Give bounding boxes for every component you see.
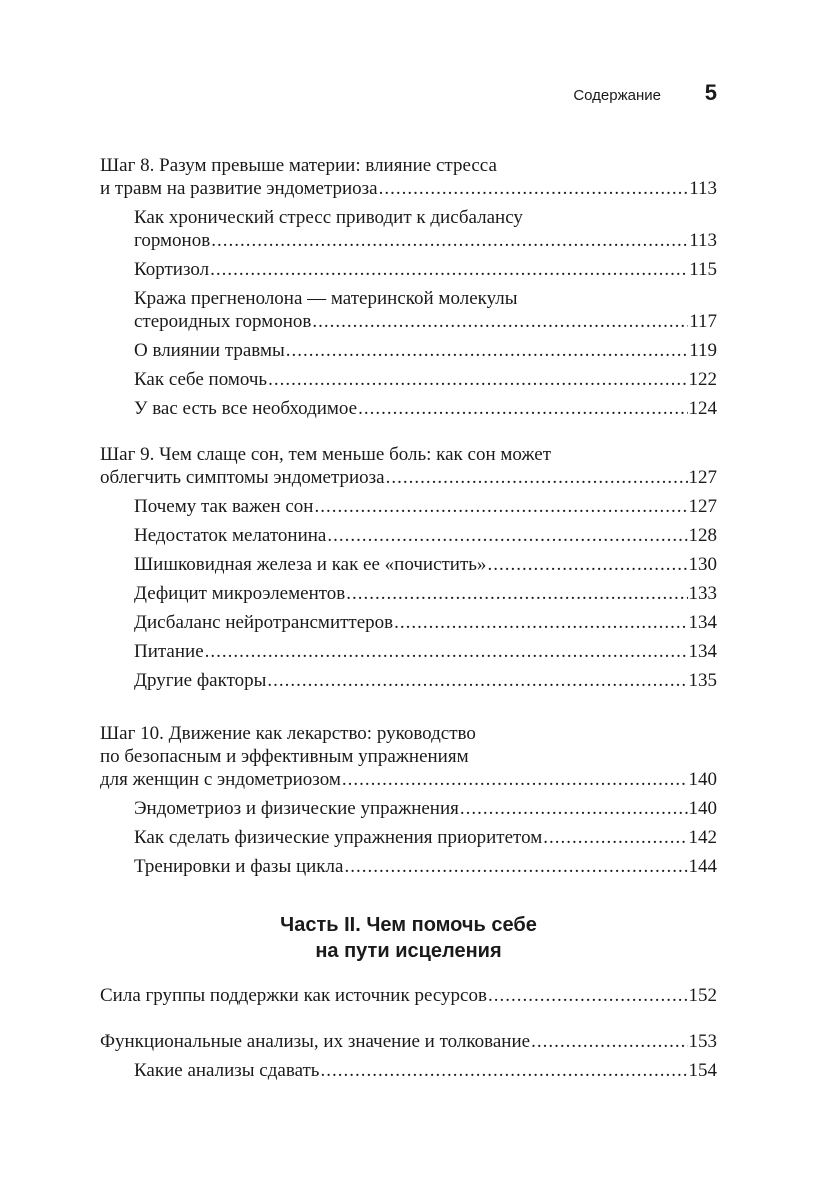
toc-subsection[interactable] bbox=[100, 855, 717, 878]
toc-page-number: 134 bbox=[688, 641, 717, 662]
toc-subsection-title-end: гормонов bbox=[134, 230, 211, 251]
toc-subsection-title: Тренировки и фазы цикла bbox=[134, 856, 344, 877]
toc-subsection[interactable] bbox=[100, 1059, 717, 1082]
leader-dots bbox=[327, 524, 687, 547]
toc-page-number: 140 bbox=[688, 769, 717, 790]
toc-subsection-title: Как себе помочь bbox=[134, 369, 268, 390]
toc-subsection-title: О влиянии травмы bbox=[134, 340, 285, 361]
leader-dots bbox=[312, 310, 688, 333]
toc-page-number: 127 bbox=[688, 496, 717, 517]
toc-chapter-title-end: облегчить симптомы эндометриоза bbox=[100, 467, 385, 488]
toc-subsection[interactable] bbox=[100, 368, 717, 391]
leader-dots bbox=[394, 611, 687, 634]
toc-page-number: 135 bbox=[688, 670, 717, 691]
toc-page-number: 115 bbox=[689, 259, 717, 280]
toc-subsection[interactable] bbox=[100, 397, 717, 420]
toc-chapter-title-end: для женщин с эндометриозом bbox=[100, 769, 341, 790]
leader-dots bbox=[314, 495, 687, 518]
toc-page-number: 133 bbox=[688, 583, 717, 604]
toc-chapter-title: Функциональные анализы, их значение и толкование bbox=[100, 1031, 531, 1052]
toc-subsection-title: Другие факторы bbox=[134, 670, 267, 691]
toc-chapter-title: Шаг 8. Разум превыше материи: влияние стресса bbox=[100, 155, 497, 176]
leader-dots bbox=[358, 397, 687, 420]
part-heading-line: на пути исцеления bbox=[315, 940, 502, 962]
toc-subsection[interactable] bbox=[100, 258, 717, 281]
toc-page-number: 124 bbox=[688, 398, 717, 419]
leader-dots bbox=[267, 669, 687, 692]
leader-dots bbox=[205, 640, 688, 663]
toc-subsection-title: Питание bbox=[134, 641, 204, 662]
toc-page-number: 140 bbox=[688, 798, 717, 819]
toc-page-number: 142 bbox=[688, 827, 717, 848]
toc-subsection[interactable] bbox=[100, 826, 717, 849]
toc-page-number: 128 bbox=[688, 525, 717, 546]
leader-dots bbox=[286, 339, 688, 362]
toc-subsection-title: Эндометриоз и физические упражнения bbox=[134, 798, 459, 819]
leader-dots bbox=[210, 258, 688, 281]
toc-chapter-entry[interactable] bbox=[100, 1030, 717, 1053]
toc-page-number: 154 bbox=[688, 1060, 717, 1081]
toc-subsection-title: У вас есть все необходимое bbox=[134, 398, 358, 419]
toc-subsection-title: Кража прегненолона — материнской молекулы bbox=[134, 288, 518, 309]
leader-dots bbox=[320, 1059, 687, 1082]
toc-chapter-entry[interactable] bbox=[100, 984, 717, 1007]
toc-page-number: 130 bbox=[688, 554, 717, 575]
toc-subsection[interactable] bbox=[100, 582, 717, 605]
leader-dots bbox=[543, 826, 687, 849]
part-heading bbox=[100, 912, 717, 964]
toc-support bbox=[100, 984, 717, 1007]
page-header bbox=[100, 80, 717, 110]
toc-chapter-entry[interactable] bbox=[100, 466, 717, 489]
toc-subsection[interactable] bbox=[100, 640, 717, 663]
toc-subsection-title: Как сделать физические упражнения приоритетом bbox=[134, 827, 543, 848]
toc-chapter-title: по безопасным и эффективным упражнениям bbox=[100, 746, 469, 767]
toc-subsection-title-end: стероидных гормонов bbox=[134, 311, 312, 332]
leader-dots bbox=[460, 797, 688, 820]
toc-chapter-title: Сила группы поддержки как источник ресурсов bbox=[100, 985, 487, 1006]
toc-subsection[interactable] bbox=[100, 287, 717, 333]
toc-page-number: 119 bbox=[689, 340, 717, 361]
part-heading-line: Часть II. Чем помочь себе bbox=[280, 914, 537, 936]
toc-chapter-entry[interactable] bbox=[100, 177, 717, 200]
toc-chapter-entry[interactable] bbox=[100, 768, 717, 791]
leader-dots bbox=[487, 553, 687, 576]
toc-step-10 bbox=[100, 722, 717, 878]
toc-subsection[interactable] bbox=[100, 797, 717, 820]
toc-step-8 bbox=[100, 154, 717, 420]
toc-subsection[interactable] bbox=[100, 495, 717, 518]
toc-chapter-title-end: и травм на развитие эндометриоза bbox=[100, 178, 378, 199]
toc-chapter-title: Шаг 9. Чем слаще сон, тем меньше боль: как сон может bbox=[100, 444, 552, 465]
toc-page-number: 122 bbox=[688, 369, 717, 390]
toc-page-number: 113 bbox=[689, 178, 717, 199]
toc-page-number: 144 bbox=[688, 856, 717, 877]
toc-subsection[interactable] bbox=[100, 669, 717, 692]
toc-step-9 bbox=[100, 443, 717, 692]
toc-page-number: 113 bbox=[689, 230, 717, 251]
leader-dots bbox=[488, 984, 688, 1007]
toc-page-number: 127 bbox=[688, 467, 717, 488]
toc-page-number: 153 bbox=[688, 1031, 717, 1052]
toc-subsection[interactable] bbox=[100, 206, 717, 252]
leader-dots bbox=[346, 582, 687, 605]
toc-subsection[interactable] bbox=[100, 524, 717, 547]
toc-subsection-title: Как хронический стресс приводит к дисбалансу bbox=[134, 207, 523, 228]
toc-subsection-title: Почему так важен сон bbox=[134, 496, 314, 517]
leader-dots bbox=[211, 229, 688, 252]
toc-subsection-title: Шишковидная железа и как ее «почистить» bbox=[134, 554, 487, 575]
toc-subsection-title: Недостаток мелатонина bbox=[134, 525, 327, 546]
toc-page-number: 134 bbox=[688, 612, 717, 633]
toc-analyses bbox=[100, 1030, 717, 1082]
toc-subsection-title: Дисбаланс нейротрансмиттеров bbox=[134, 612, 394, 633]
leader-dots bbox=[268, 368, 687, 391]
leader-dots bbox=[379, 177, 689, 200]
running-title: Содержание bbox=[573, 87, 661, 104]
leader-dots bbox=[531, 1030, 687, 1053]
toc-subsection-title: Дефицит микроэлементов bbox=[134, 583, 346, 604]
toc-page-number: 117 bbox=[689, 311, 717, 332]
toc-subsection-title: Какие анализы сдавать bbox=[134, 1060, 320, 1081]
leader-dots bbox=[342, 768, 688, 791]
leader-dots bbox=[386, 466, 688, 489]
toc-chapter-title: Шаг 10. Движение как лекарство: руководство bbox=[100, 723, 476, 744]
toc-subsection[interactable] bbox=[100, 339, 717, 362]
toc-subsection-title: Кортизол bbox=[134, 259, 210, 280]
leader-dots bbox=[344, 855, 687, 878]
toc-subsection[interactable] bbox=[100, 611, 717, 634]
toc-subsection[interactable] bbox=[100, 553, 717, 576]
page-number: 5 bbox=[704, 80, 717, 105]
toc-page-number: 152 bbox=[688, 985, 717, 1006]
